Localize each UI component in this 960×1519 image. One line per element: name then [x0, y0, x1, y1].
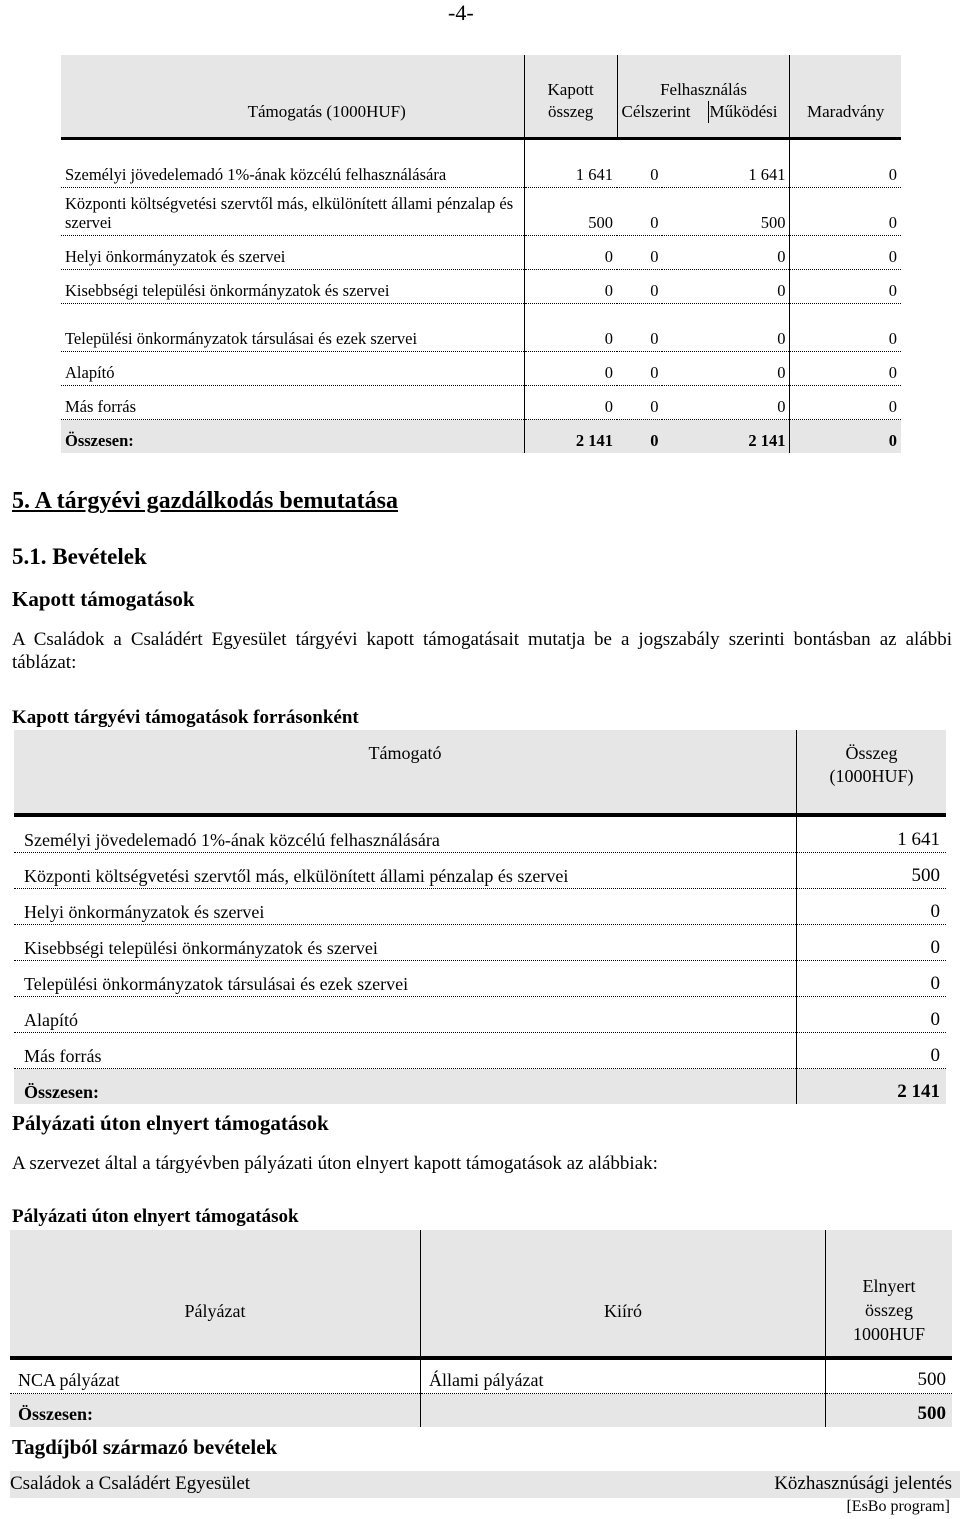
table-row: Központi költségvetési szervtől más, elkülönített állami pénzalap és szervei 500	[14, 853, 946, 889]
header-elnyert: Elnyert összeg 1000HUF	[826, 1230, 953, 1358]
footer-organization: Családok a Családért Egyesület	[10, 1473, 251, 1494]
header-palyazat: Pályázat	[10, 1230, 421, 1358]
table-row: Alapító 0 0 0 0	[61, 352, 901, 386]
tagdij-heading: Tagdíjból származó bevételek	[12, 1435, 278, 1459]
received-support-table	[14, 730, 946, 1104]
table-row: Települési önkormányzatok társulásai és ezek szervei 0 0 0 0	[61, 304, 901, 352]
header-tamogato: Támogató	[14, 730, 797, 815]
table3-caption: Pályázati úton elnyert támogatások	[12, 1206, 299, 1227]
table-row: Települési önkormányzatok társulásai és ezek szervei 0	[14, 961, 946, 997]
palyazati-paragraph: A szervezet által a tárgyévben pályázati úton elnyert kapott támogatások az alábbiak:	[12, 1153, 658, 1174]
total-row: Összesen: 500	[10, 1394, 952, 1428]
page-number: -4-	[448, 0, 474, 25]
table-row: Más forrás 0 0 0 0	[61, 386, 901, 420]
table-row: Központi költségvetési szervtől más, elkülönített állami pénzalap és szervei 500 0 500 0	[61, 188, 901, 236]
header-kiiro: Kiíró	[421, 1230, 826, 1358]
header-label: Támogatás (1000HUF)	[61, 55, 524, 139]
table2-caption: Kapott tárgyévi támogatások forrásonként	[12, 707, 359, 728]
table-row: NCA pályázat Állami pályázat 500	[10, 1358, 952, 1394]
table-row: Alapító 0	[14, 997, 946, 1033]
total-row: Összesen: 2 141	[14, 1069, 946, 1105]
header-maradvany: Maradvány	[790, 55, 901, 139]
total-row: Összesen: 2 141 0 2 141 0	[61, 420, 901, 454]
subsection-title: 5.1. Bevételek	[12, 544, 147, 569]
header-kapott: Kapott összeg	[524, 55, 617, 139]
kapott-paragraph: A Családok a Családért Egyesület tárgyévi kapott támogatásait mutatja be a jogszabály szerinti bontásban az alábbi táblázat:	[12, 629, 952, 673]
table-header	[14, 730, 946, 815]
footer-program: [EsBo program]	[846, 1498, 950, 1515]
table-header	[61, 55, 901, 139]
palyazati-heading: Pályázati úton elnyert támogatások	[12, 1111, 329, 1135]
table-row: Más forrás 0	[14, 1033, 946, 1069]
table-row: Kisebbségi települési önkormányzatok és szervei 0	[14, 925, 946, 961]
tender-support-table	[10, 1230, 952, 1427]
table-row: Személyi jövedelemadó 1%-ának közcélú felhasználására 1 641	[14, 815, 946, 853]
header-osszeg: Összeg (1000HUF)	[797, 730, 947, 815]
table-row: Helyi önkormányzatok és szervei 0	[14, 889, 946, 925]
support-usage-table	[61, 55, 901, 453]
page-footer	[10, 1471, 960, 1498]
footer-report-title: Közhasznúsági jelentés	[774, 1473, 952, 1494]
table-row: Helyi önkormányzatok és szervei 0 0 0 0	[61, 236, 901, 270]
kapott-heading: Kapott támogatások	[12, 587, 195, 611]
table-row: Személyi jövedelemadó 1%-ának közcélú felhasználására 1 641 0 1 641 0	[61, 139, 901, 188]
table-row: Kisebbségi települési önkormányzatok és szervei 0 0 0 0	[61, 270, 901, 304]
table-header	[10, 1230, 952, 1358]
section-title: 5. A tárgyévi gazdálkodás bemutatása	[12, 488, 399, 514]
header-felhasznalas: Felhasználás Célszerint Működési	[617, 55, 790, 139]
